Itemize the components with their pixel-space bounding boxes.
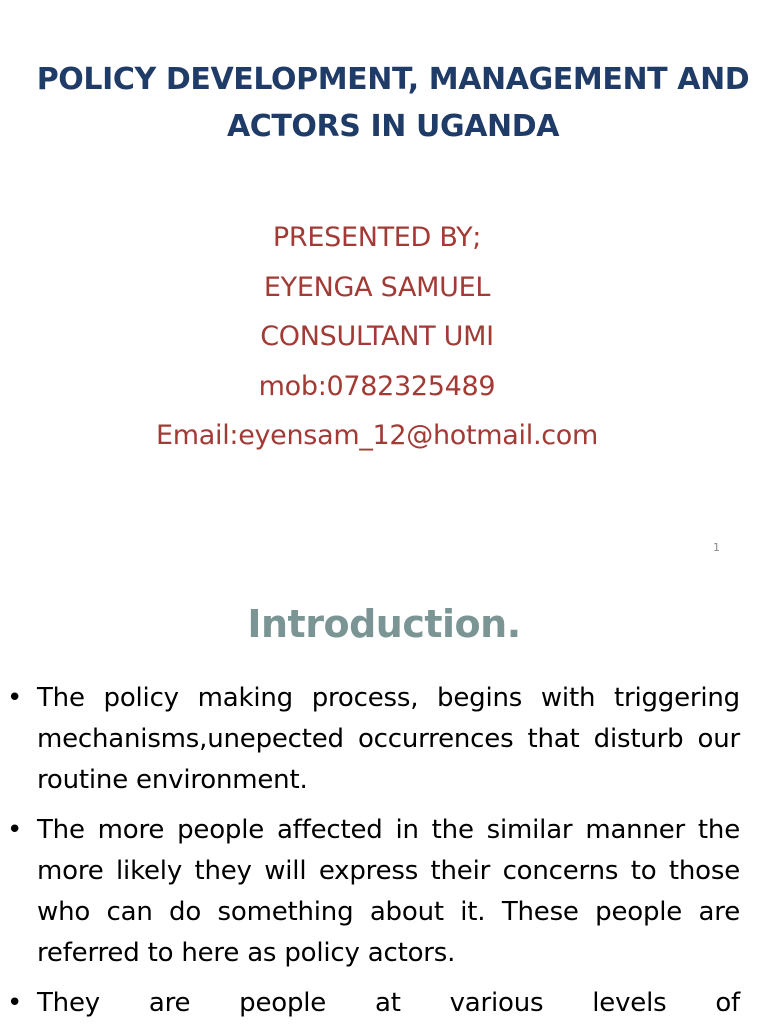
presenter-phone: mob:0782325489 [258,370,496,402]
bullet-item [0,678,768,801]
introduction-slide [0,580,768,1024]
presented-by-label: PRESENTED BY; [272,222,482,253]
bullet-text: They are people at various levels of [37,988,740,1018]
bullet-icon: • [7,815,23,845]
bullet-item [0,983,768,1024]
bullet-text: The more people affected in the similar manner the more likely they will express their concerns to those who can do something about it. These people are referred to here as policy actors. [37,815,740,968]
page-number: 1 [713,541,720,554]
bullet-icon: • [7,988,23,1018]
presenter-email: Email:eyensam_12@hotmail.com [155,420,598,451]
bullet-list [0,678,768,1024]
presenter-name: EYENGA SAMUEL [263,271,491,303]
bullet-item [0,810,768,974]
bullet-text: The policy making process, begins with triggering mechanisms,unepected occurrences that disturb our routine environment. [37,683,740,795]
bullet-icon: • [7,683,23,713]
slide-title: POLICY DEVELOPMENT, MANAGEMENT AND ACTORS IN UGANDA [36,62,750,144]
introduction-heading: Introduction. [247,602,521,646]
presenter-info [0,218,754,466]
presenter-role: CONSULTANT UMI [260,321,494,352]
